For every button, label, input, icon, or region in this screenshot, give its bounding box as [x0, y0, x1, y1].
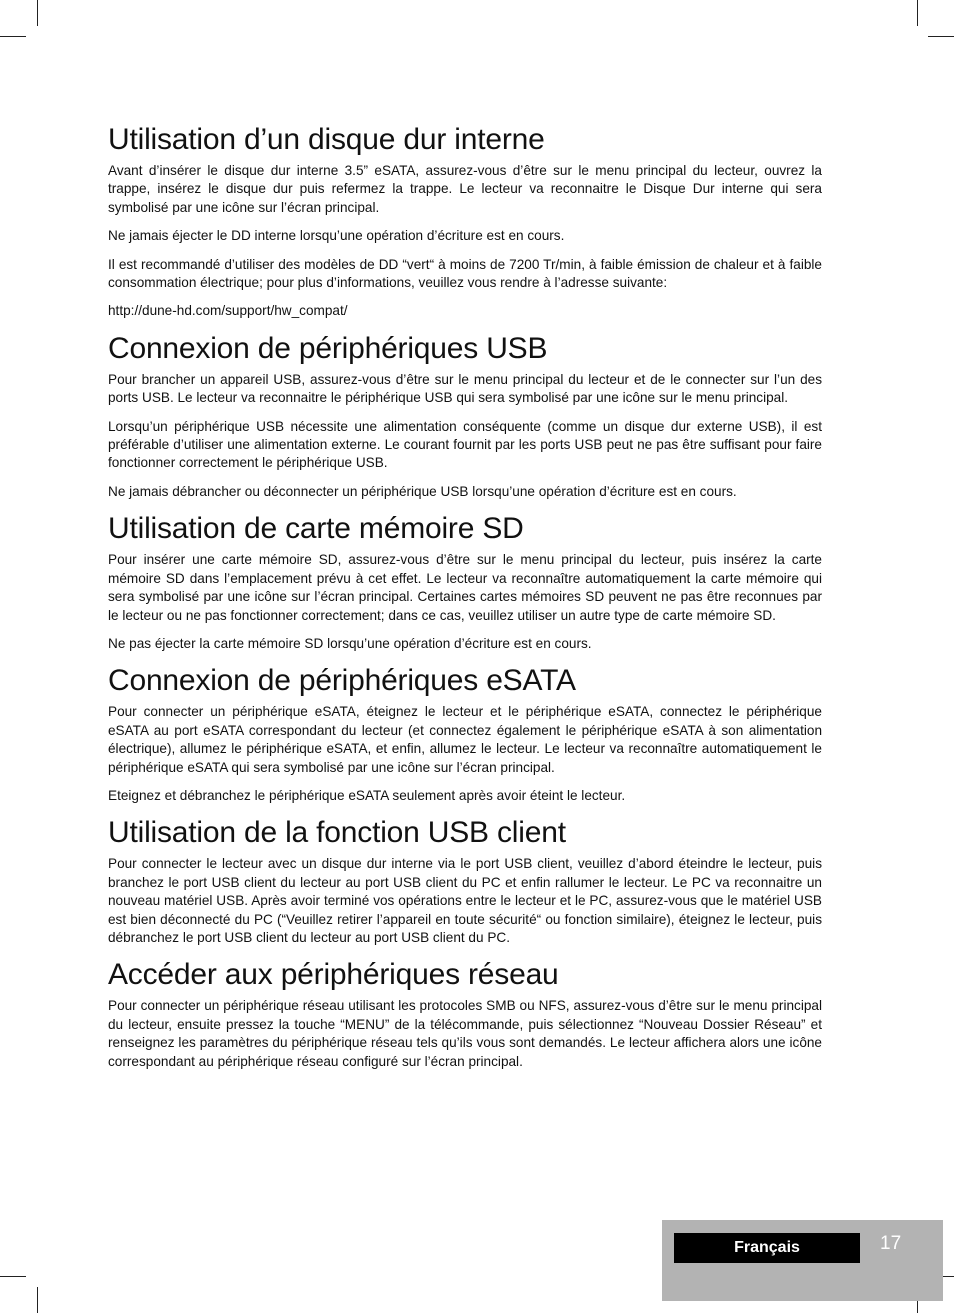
page-content	[108, 122, 822, 1081]
section-heading: Utilisation de carte mémoire SD	[108, 512, 524, 546]
crop-mark	[37, 1287, 38, 1313]
paragraph: Ne jamais débrancher ou déconnecter un périphérique USB lorsqu’une opération d’écriture est en cours.	[108, 483, 737, 499]
paragraph: Pour connecter un périphérique eSATA, éteignez le lecteur et le périphérique eSATA, connectez le périphérique eSATA au port eSATA correspondant du lecteur (et connectez également le périphérique eSATA à son alimentation électrique), allumez le périphérique eSATA, et enfin, allumez le lecteur. Le lecteur va reconnaître automatiquement le périphérique eSATA qui sera symbolisé par une icône sur l’écran principal.	[108, 704, 822, 775]
page-number: 17	[880, 1233, 902, 1254]
url-text: http://dune-hd.com/support/hw_compat/	[108, 303, 348, 319]
section-usb	[108, 331, 822, 501]
paragraph: Il est recommandé d’utiliser des modèles de DD “vert“ à moins de 7200 Tr/min, à faible émission de chaleur et à faible consommation électrique; pour plus d’informations, veuillez vous rendre à l’adresse suivante:	[108, 256, 822, 291]
crop-mark	[917, 0, 918, 26]
paragraph: Ne jamais éjecter le DD interne lorsqu’une opération d’écriture est en cours.	[108, 228, 565, 244]
section-heading: Connexion de périphériques eSATA	[108, 664, 576, 698]
paragraph: Eteignez et débranchez le périphérique eSATA seulement après avoir éteint le lecteur.	[108, 787, 626, 803]
paragraph: Avant d’insérer le disque dur interne 3.5” eSATA, assurez-vous d’être sur le menu principal du lecteur, ouvrez la trappe, insérez le disque dur puis refermez la trappe. Le lecteur va reconnaitre le Disque Dur interne qui sera symbolisé par une icône sur l’écran principal.	[108, 163, 822, 215]
paragraph: Lorsqu’un périphérique USB nécessite une alimentation conséquente (comme un disque dur externe USB), il est préférable d’utiliser une alimentation externe. Le courant fournit par les ports USB peut ne pas être suffisant pour faire fonctionner correctement le périphérique USB.	[108, 418, 822, 471]
section-heading: Connexion de périphériques USB	[108, 331, 548, 365]
section-esata	[108, 663, 822, 805]
crop-mark	[0, 1276, 26, 1277]
crop-mark	[0, 36, 26, 37]
paragraph: Ne pas éjecter la carte mémoire SD lorsqu’une opération d’écriture est en cours.	[108, 635, 592, 651]
section-heading: Accéder aux périphériques réseau	[108, 958, 559, 992]
crop-mark	[928, 36, 954, 37]
paragraph: Pour connecter le lecteur avec un disque dur interne via le port USB client, veuillez d’abord éteindre le lecteur, puis branchez le port USB client du lecteur au port USB client du PC et enfin rallumer le lecteur. Le PC va reconnaitre un nouveau matériel USB. Après avoir terminé vos opérations entre le lecteur et le PC, assurez-vous que le matériel USB est bien déconnecté du PC (“Veuillez retirer l’appareil en toute sécurité“ ou fonction similaire), éteignez le lecteur, puis débranchez le port USB client du lecteur au port USB client du PC.	[108, 856, 822, 945]
section-internal-hdd	[108, 122, 822, 321]
paragraph: Pour connecter un périphérique réseau utilisant les protocoles SMB ou NFS, assurez-vous d’être sur le menu principal du lecteur, ensuite pressez la touche “MENU” de la télécommande, puis sélectionnez “Nouveau Dossier Réseau” et renseignez les paramètres du périphérique réseau tels qu’ils vous sont demandés. Le lecteur affichera alors une icône correspondant au périphérique réseau configuré sur l’écran principal.	[108, 998, 822, 1069]
section-network	[108, 957, 822, 1071]
language-label: Français	[674, 1233, 860, 1263]
section-heading: Utilisation de la fonction USB client	[108, 816, 566, 850]
section-sd-card	[108, 511, 822, 653]
paragraph: Pour brancher un appareil USB, assurez-vous d’être sur le menu principal du lecteur et de le connecter sur l’un des ports USB. Le lecteur va reconnaitre le périphérique USB qui sera symbolisé par une icône sur le menu principal.	[108, 371, 822, 406]
page-footer	[662, 1220, 943, 1301]
section-usb-client	[108, 815, 822, 947]
section-heading: Utilisation d’un disque dur interne	[108, 123, 545, 156]
paragraph: Pour insérer une carte mémoire SD, assurez-vous d’être sur le menu principal du lecteur, puis insérez la carte mémoire SD dans l’emplacement prévu à cet effet. Le lecteur va reconnaître automatiquement la carte mémoire qui sera symbolisé par une icône sur l’écran principal. Certaines cartes mémoires SD peuvent ne pas être reconnues par le lecteur ou ne pas fonctionner correctement; dans ce cas, veuillez utiliser un autre type de carte mémoire SD.	[108, 552, 822, 623]
crop-mark	[37, 0, 38, 26]
